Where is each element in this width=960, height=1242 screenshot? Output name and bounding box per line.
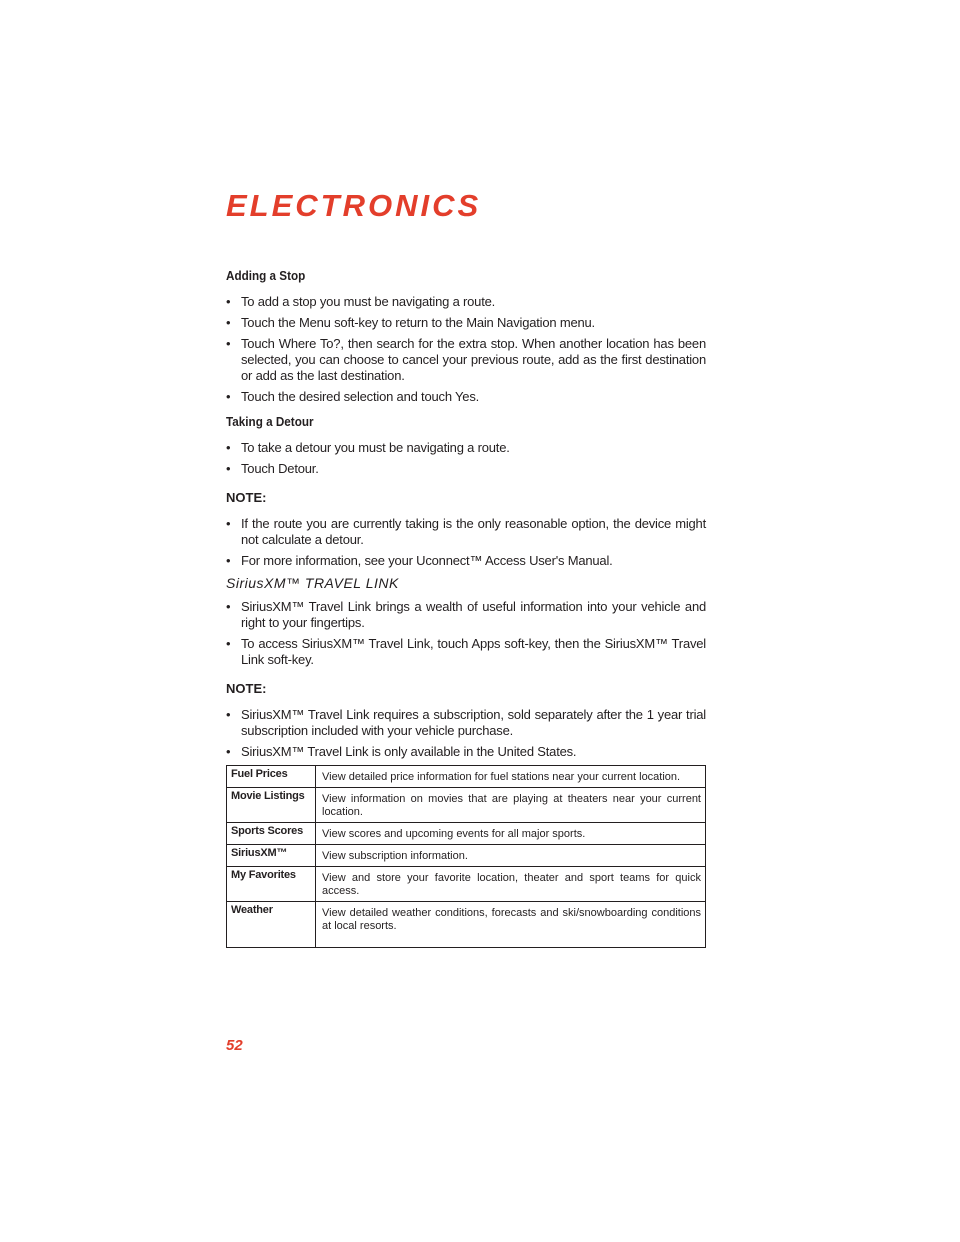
list-item: • SiriusXM™ Travel Link requires a subscription, sold separately after the 1 year trial subscription included with your vehicle purchase. [226, 707, 706, 739]
list-item: • Touch Where To?, then search for the extra stop. When another location has been selected, you can choose to cancel your previous route, add as the first destination or add as the last destination. [226, 336, 706, 384]
detour-heading: Taking a Detour [226, 414, 314, 429]
note-list [226, 707, 706, 760]
adding-stop-heading: Adding a Stop [226, 268, 306, 283]
feature-description: View and store your favorite location, theater and sport teams for quick access. [316, 867, 706, 902]
list-item: • For more information, see your Uconnect™ Access User's Manual. [226, 553, 706, 569]
table-row [227, 845, 706, 867]
feature-label: Movie Listings [227, 788, 316, 823]
feature-label: SiriusXM™ [227, 845, 316, 867]
feature-label: Fuel Prices [227, 766, 316, 788]
feature-description: View information on movies that are playing at theaters near your current location. [316, 788, 706, 823]
table-row [227, 902, 706, 948]
list-item: • Touch Detour. [226, 461, 706, 477]
page-content [226, 268, 706, 948]
section-title: ELECTRONICS [226, 188, 482, 223]
page-number: 52 [226, 1037, 243, 1054]
adding-stop-list [226, 294, 706, 405]
feature-description: View detailed weather conditions, forecasts and ski/snowboarding conditions at local resorts. [316, 902, 706, 948]
list-item: • Touch the Menu soft-key to return to the Main Navigation menu. [226, 315, 706, 331]
travel-link-features-table [226, 765, 706, 948]
list-item: • To take a detour you must be navigating a route. [226, 440, 706, 456]
note-label: NOTE: [226, 490, 267, 505]
feature-description: View subscription information. [316, 845, 706, 867]
list-item: • SiriusXM™ Travel Link is only available in the United States. [226, 744, 706, 760]
table-row [227, 766, 706, 788]
note-list [226, 516, 706, 569]
table-row [227, 788, 706, 823]
note-label: NOTE: [226, 681, 267, 696]
list-item: • To access SiriusXM™ Travel Link, touch Apps soft-key, then the SiriusXM™ Travel Link soft-key. [226, 636, 706, 668]
list-item: • If the route you are currently taking is the only reasonable option, the device might not calculate a detour. [226, 516, 706, 548]
list-item: • To add a stop you must be navigating a route. [226, 294, 706, 310]
table-row [227, 867, 706, 902]
table-row [227, 823, 706, 845]
detour-list [226, 440, 706, 477]
feature-label: Weather [227, 902, 316, 948]
list-item: • Touch the desired selection and touch Yes. [226, 389, 706, 405]
feature-label: Sports Scores [227, 823, 316, 845]
feature-description: View scores and upcoming events for all major sports. [316, 823, 706, 845]
travel-link-heading: SiriusXM™ TRAVEL LINK [226, 575, 399, 591]
feature-description: View detailed price information for fuel stations near your current location. [316, 766, 706, 788]
travel-link-list [226, 599, 706, 668]
list-item: • SiriusXM™ Travel Link brings a wealth of useful information into your vehicle and right to your fingertips. [226, 599, 706, 631]
feature-label: My Favorites [227, 867, 316, 902]
